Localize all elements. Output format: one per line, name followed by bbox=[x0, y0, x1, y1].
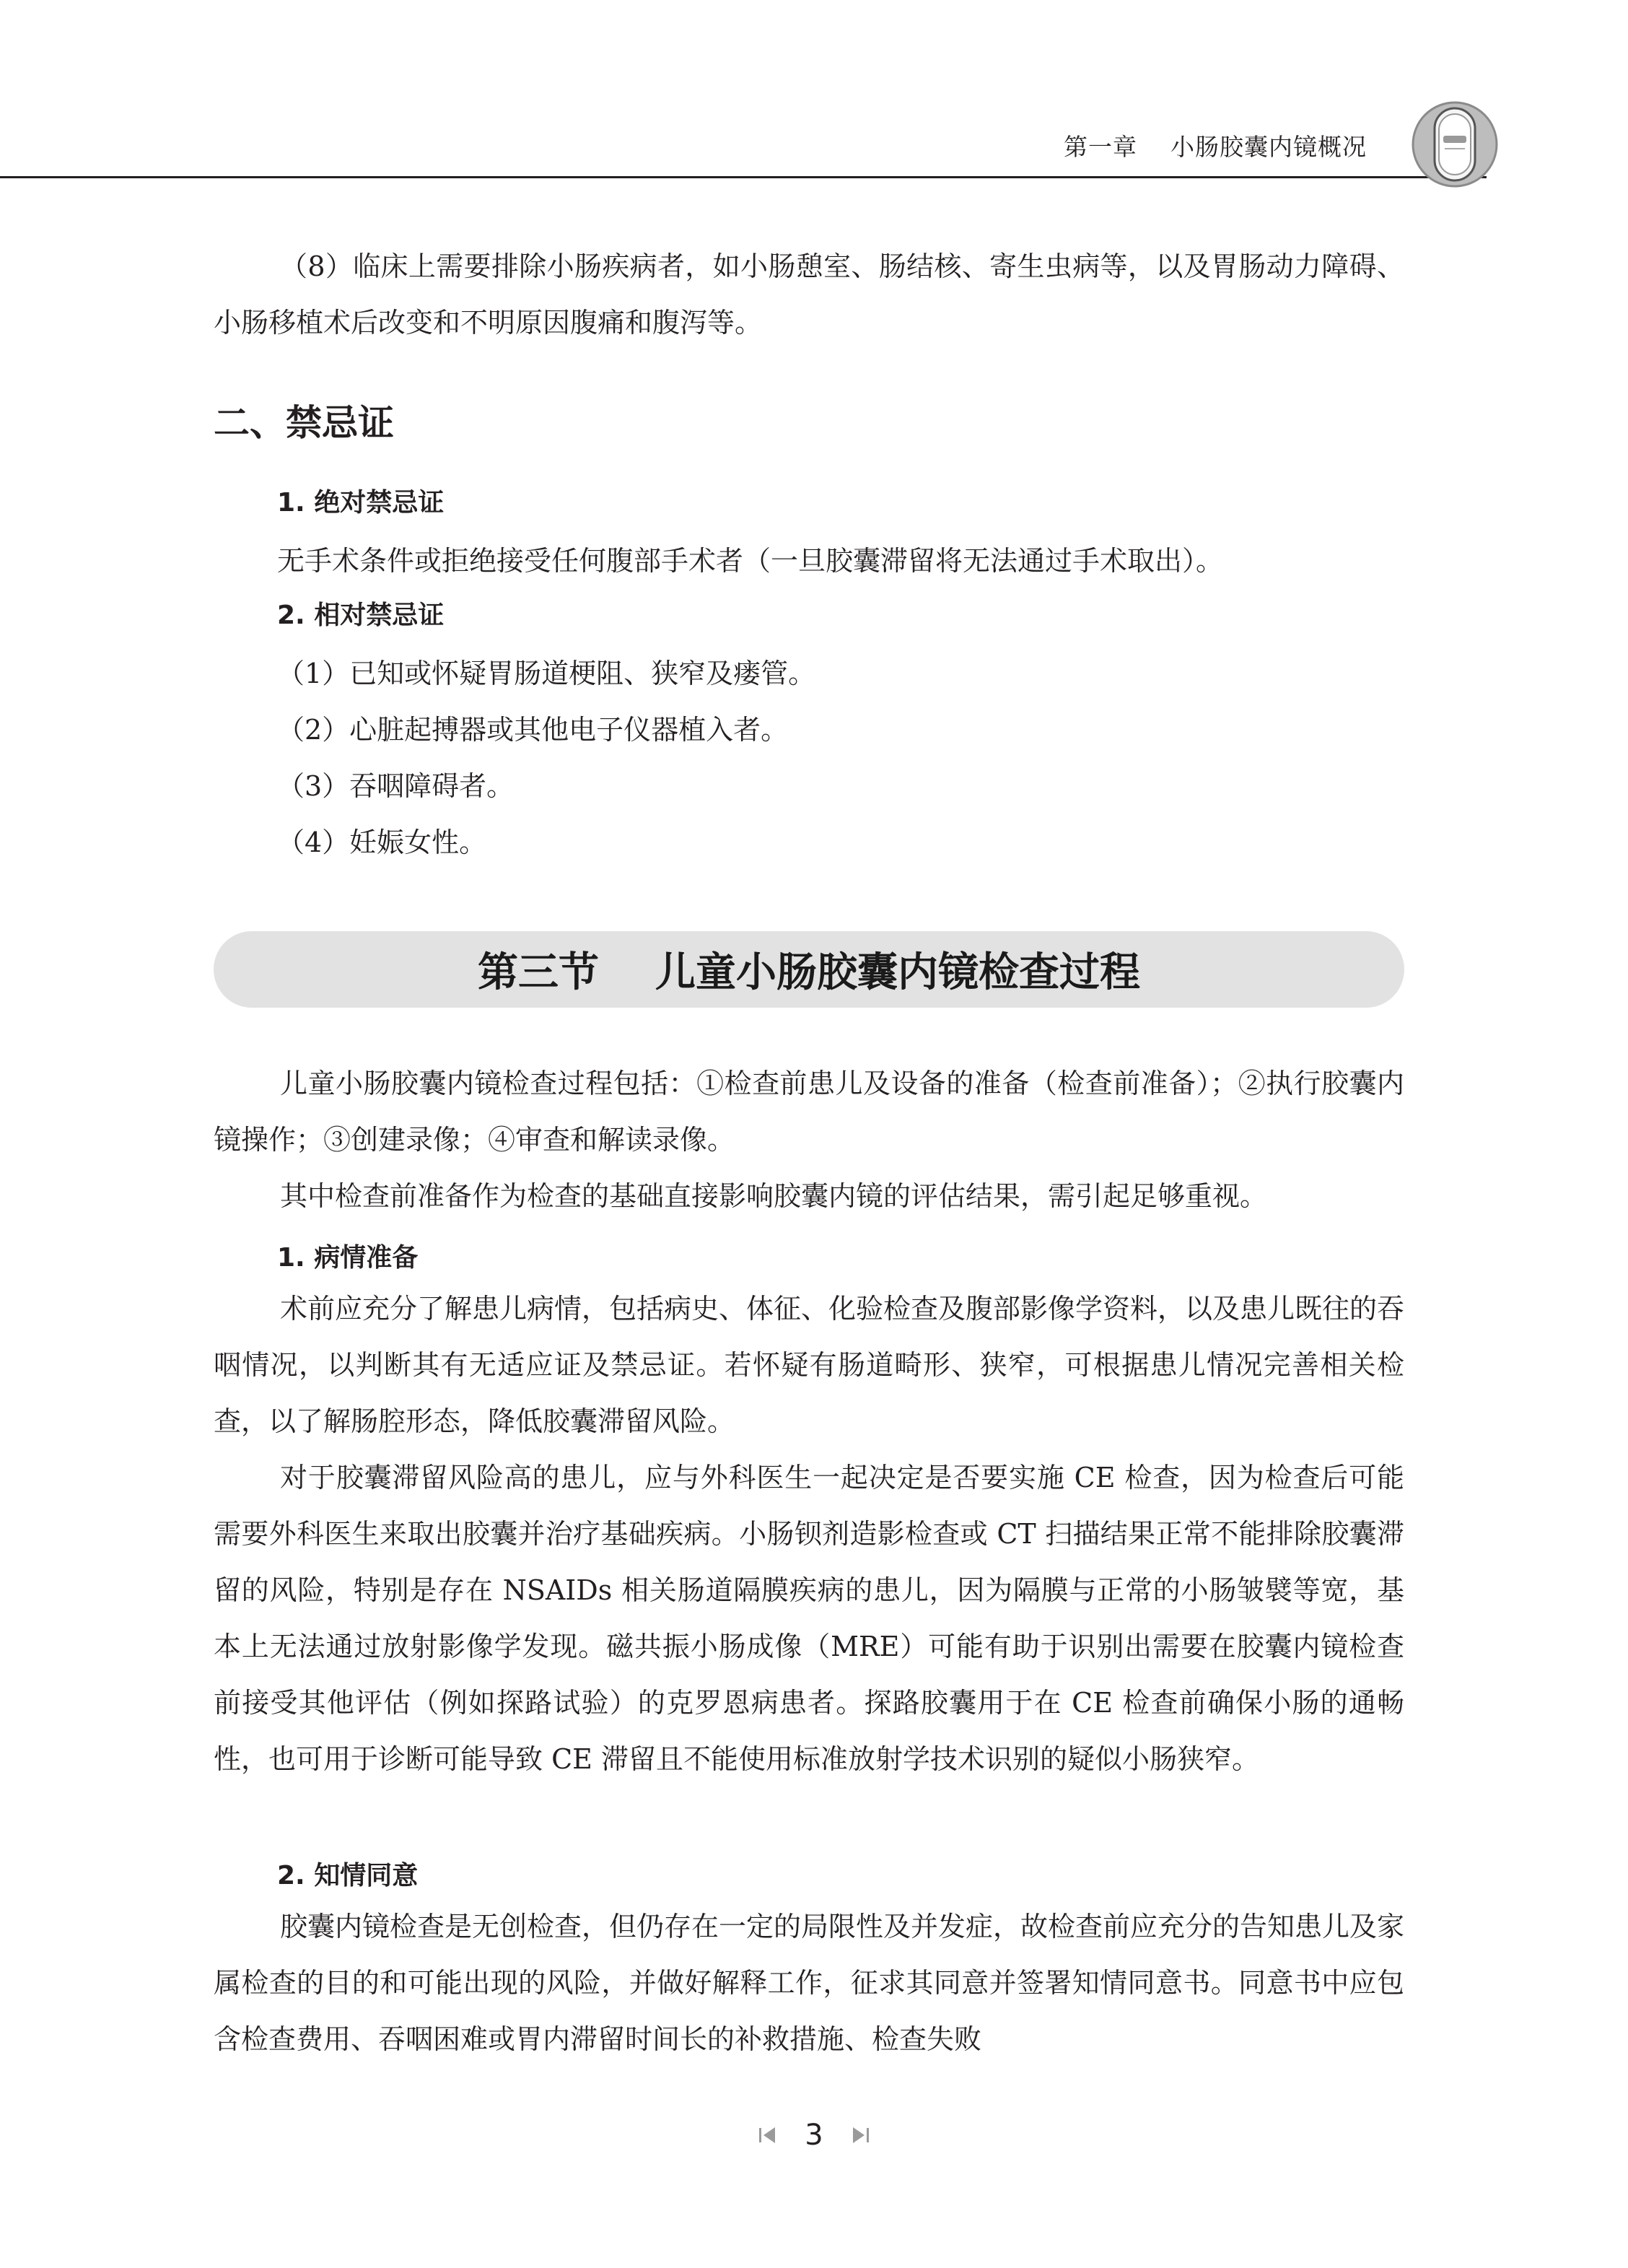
list-item: （3）吞咽障碍者。 bbox=[277, 770, 515, 802]
contraindications-heading: 二、禁忌证 bbox=[214, 402, 394, 444]
section-overview: 儿童小肠胶囊内镜检查过程包括：①检查前患儿及设备的准备（检查前准备）；②执行胶囊内镜操作；③创建录像；④审查和解读录像。 bbox=[214, 1068, 1404, 1156]
absolute-contraindications-title: 1. 绝对禁忌证 bbox=[277, 488, 445, 518]
relative-contraindications-title: 2. 相对禁忌证 bbox=[277, 601, 445, 630]
running-header-title: 第一章 小肠胶囊内镜概况 bbox=[1064, 133, 1367, 161]
condition-prep-title: 1. 病情准备 bbox=[277, 1243, 419, 1273]
informed-consent-paragraph: 胶囊内镜检查是无创检查，但仍存在一定的局限性及并发症，故检查前应充分的告知患儿及家属检查的目的和可能出现的风险，并做好解释工作，征求其同意并签署知情同意书。同意书中应包含检查费用、吞咽困难或胃内滞留时间长的补救措施、检查失败 bbox=[214, 1911, 1405, 2055]
absolute-contraindications-text: 无手术条件或拒绝接受任何腹部手术者（一旦胶囊滞留将无法通过手术取出）。 bbox=[277, 545, 1224, 577]
list-item: （4）妊娠女性。 bbox=[277, 826, 487, 858]
capsule-endoscope-icon bbox=[1397, 101, 1513, 188]
section-banner bbox=[214, 931, 1404, 1008]
informed-consent-title: 2. 知情同意 bbox=[277, 1861, 419, 1890]
page-number: 3 bbox=[805, 2119, 823, 2152]
condition-prep-paragraph-2: 对于胶囊滞留风险高的患儿，应与外科医生一起决定是否要实施 CE 检查，因为检查后可能需要外科医生来取出胶囊并治疗基础疾病。小肠钡剂造影检查或 CT 扫描结果正常不能排除胶囊滞留的风险，特别是存在 NSAIDs 相关肠道隔膜疾病的患儿，因为隔膜与正常的小肠皱襞等宽，基本上无法通过放射影像学发现。磁共振小肠成像（MRE）可能有助于识别出需要在胶囊内镜检查前接受其他评估（例如探路试验）的克罗恩病患者。探路胶囊用于在 CE 检查前确保小肠的通畅性，也可用于诊断可能导致 CE 滞留且不能使用标准放射学技术识别的疑似小肠狭窄。 bbox=[214, 1462, 1404, 1775]
condition-prep-paragraph-1: 术前应充分了解患儿病情，包括病史、体征、化验检查及腹部影像学资料，以及患儿既往的吞咽情况，以判断其有无适应证及禁忌证。若怀疑有肠道畸形、狭窄，可根据患儿情况完善相关检查，以了解肠腔形态，降低胶囊滞留风险。 bbox=[214, 1293, 1405, 1437]
section-importance: 其中检查前准备作为检查的基础直接影响胶囊内镜的评估结果，需引起足够重视。 bbox=[280, 1180, 1268, 1212]
section-title: 第三节 儿童小肠胶囊内镜检查过程 bbox=[478, 949, 1140, 996]
list-item: （2）心脏起搏器或其他电子仪器植入者。 bbox=[277, 714, 789, 746]
page-navigation bbox=[758, 2114, 870, 2157]
list-item: （1）已知或怀疑胃肠道梗阻、狭窄及瘘管。 bbox=[277, 658, 816, 689]
indication-item-8: （8）临床上需要排除小肠疾病者，如小肠憩室、肠结核、寄生虫病等，以及胃肠动力障碍、小肠移植术后改变和不明原因腹痛和腹泻等。 bbox=[214, 250, 1404, 339]
right-arrow-icon bbox=[850, 2124, 870, 2146]
left-arrow-icon bbox=[758, 2124, 778, 2146]
header-rule bbox=[0, 176, 1487, 178]
